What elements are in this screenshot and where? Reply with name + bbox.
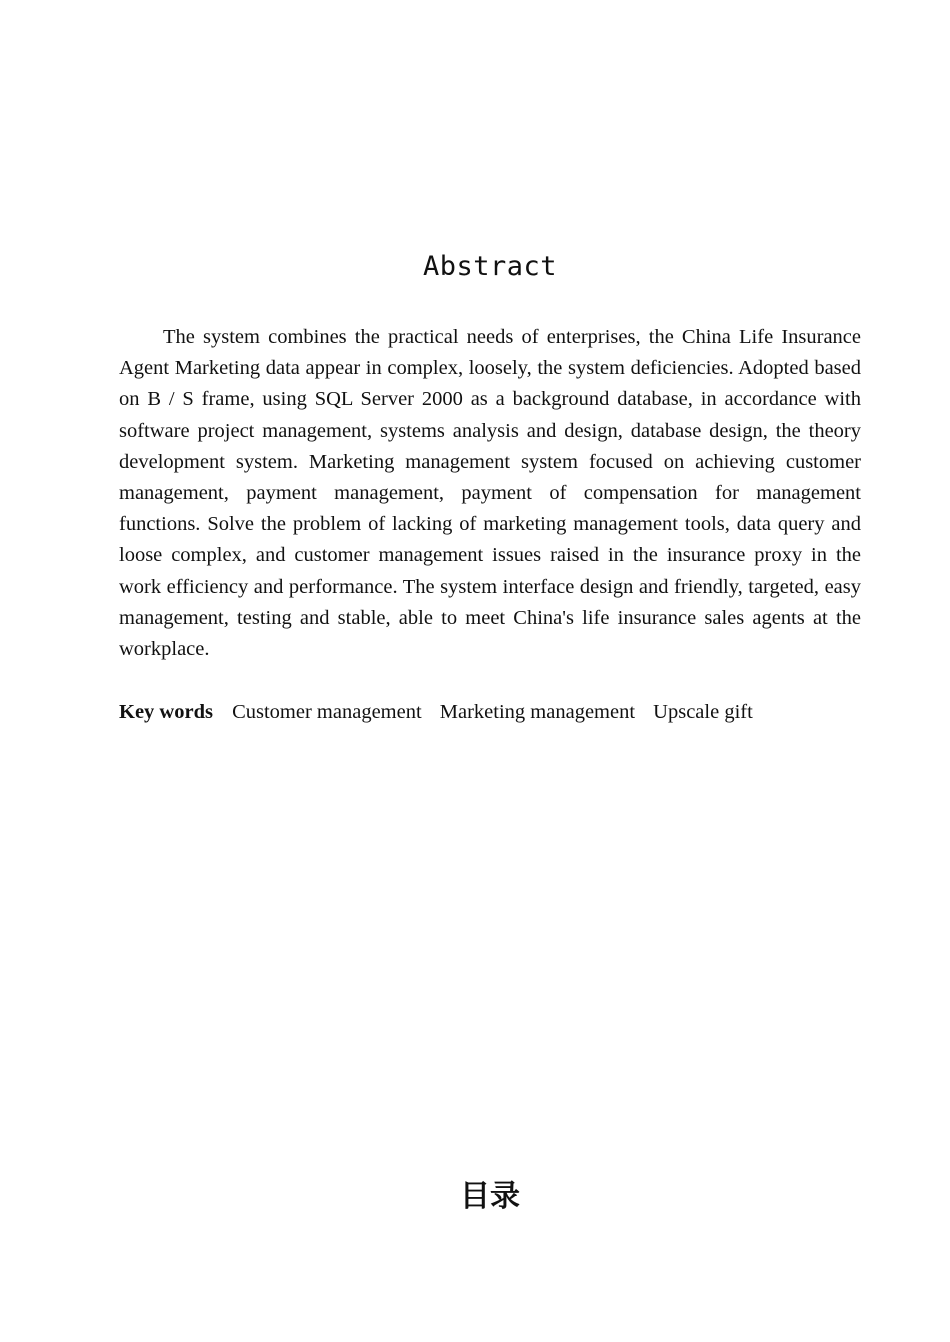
keywords-label: Key words: [119, 701, 213, 723]
keywords-line: [119, 697, 861, 728]
keyword-item: Customer management: [232, 701, 422, 723]
keyword-item: Upscale gift: [653, 701, 753, 723]
abstract-paragraph: The system combines the practical needs of enterprises, the China Life Insurance Agent Marketing data appear in complex, loosely, the system deficiencies. Adopted based on B / S frame, using SQL Server 2000 as a background database, in accordance with software project management, systems analysis and design, database design, the theory development system. Marketing management system focused on achieving customer management, payment management, payment of compensation for management functions. Solve the problem of lacking of marketing management tools, data query and loose complex, and customer management issues raised in the insurance proxy in the work efficiency and performance. The system interface design and friendly, targeted, easy management, testing and stable, able to meet China's life insurance sales agents at the workplace.: [119, 326, 861, 661]
keyword-item: Marketing management: [439, 701, 636, 723]
table-of-contents-heading: 目录: [460, 1179, 520, 1214]
abstract-heading: Abstract: [422, 251, 558, 282]
